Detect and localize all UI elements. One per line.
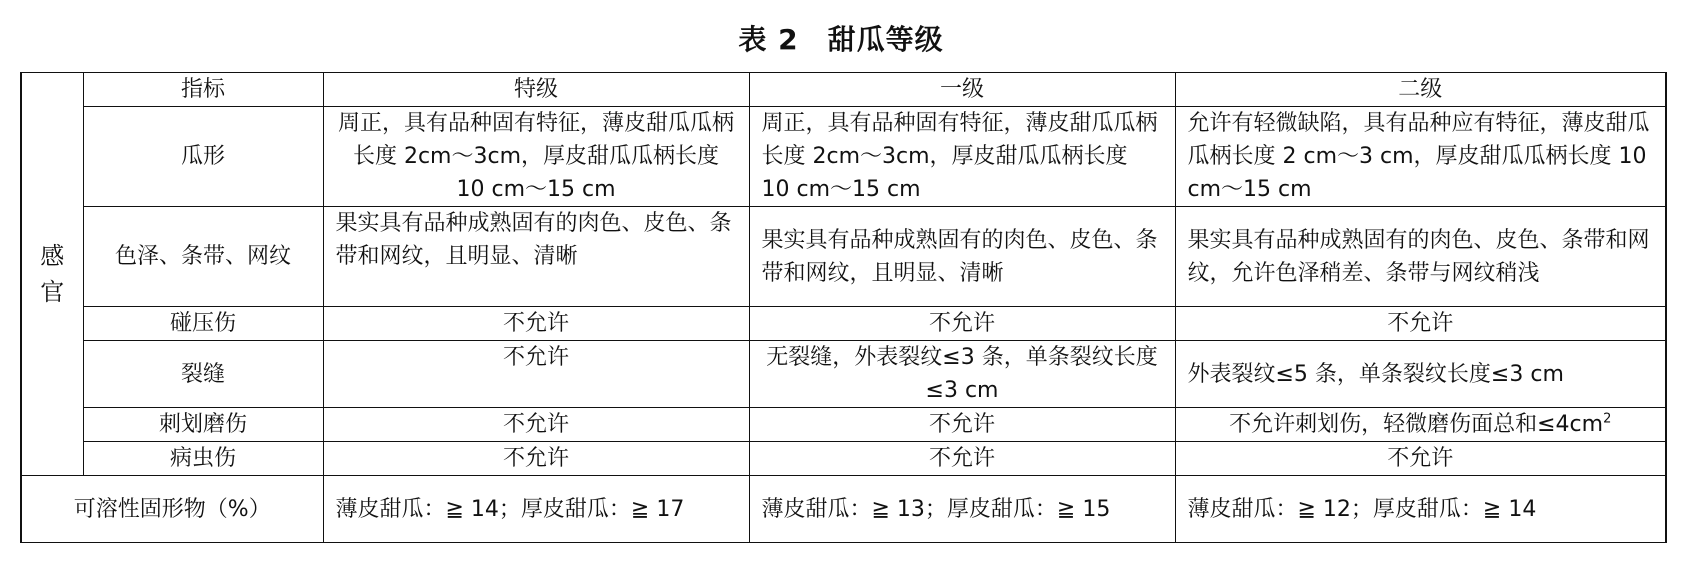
group-label-sensory: 感官 [21,73,83,476]
table-row [21,307,1666,341]
melon-grade-table [20,72,1667,543]
special-cell: 不允许 [323,442,749,476]
special-cell: 薄皮甜瓜：≧ 14；厚皮甜瓜：≧ 17 [323,476,749,543]
indicator-cell: 瓜形 [83,107,323,207]
indicator-cell: 裂缝 [83,341,323,408]
indicator-cell: 病虫伤 [83,442,323,476]
second-cell: 薄皮甜瓜：≧ 12；厚皮甜瓜：≧ 14 [1175,476,1666,543]
special-cell: 不允许 [323,341,749,408]
first-cell: 薄皮甜瓜：≧ 13；厚皮甜瓜：≧ 15 [749,476,1175,543]
second-cell: 允许有轻微缺陷，具有品种应有特征，薄皮甜瓜瓜柄长度 2 cm～3 cm，厚皮甜瓜瓜柄长度 10 cm～15 cm [1175,107,1666,207]
first-cell: 不允许 [749,442,1175,476]
second-cell: 不允许 [1175,442,1666,476]
indicator-cell: 碰压伤 [83,307,323,341]
soluble-solids-label: 可溶性固形物（%） [21,476,323,543]
table-title: 表 2 甜瓜等级 [738,23,944,56]
table-row [21,107,1666,207]
header-indicator: 指标 [83,73,323,107]
table-row [21,341,1666,408]
indicator-cell: 色泽、条带、网纹 [83,207,323,307]
second-cell: 外表裂纹≤5 条，单条裂纹长度≤3 cm [1175,341,1666,408]
second-cell-text: 不允许刺划伤，轻微磨伤面总和≤4cm [1229,412,1604,437]
second-cell: 果实具有品种成熟固有的肉色、皮色、条带和网纹，允许色泽稍差、条带与网纹稍浅 [1175,207,1666,307]
first-cell: 果实具有品种成熟固有的肉色、皮色、条带和网纹，且明显、清晰 [749,207,1175,307]
special-cell: 果实具有品种成熟固有的肉色、皮色、条带和网纹，且明显、清晰 [323,207,749,307]
second-cell: 不允许 [1175,307,1666,341]
indicator-cell: 刺划磨伤 [83,408,323,442]
first-cell: 周正，具有品种固有特征，薄皮甜瓜瓜柄长度 2cm～3cm，厚皮甜瓜瓜柄长度 10 cm～15 cm [749,107,1175,207]
second-cell [1175,408,1666,442]
table-row [21,442,1666,476]
header-special-grade: 特级 [323,73,749,107]
first-cell: 无裂缝，外表裂纹≤3 条，单条裂纹长度≤3 cm [749,341,1175,408]
soluble-solids-row [21,476,1666,543]
header-second-grade: 二级 [1175,73,1666,107]
header-row [21,73,1666,107]
first-cell: 不允许 [749,408,1175,442]
special-cell: 周正，具有品种固有特征，薄皮甜瓜瓜柄长度 2cm～3cm，厚皮甜瓜瓜柄长度 10 cm～15 cm [323,107,749,207]
special-cell: 不允许 [323,408,749,442]
table-row [21,207,1666,307]
first-cell: 不允许 [749,307,1175,341]
superscript: 2 [1603,411,1612,427]
table-row [21,408,1666,442]
special-cell: 不允许 [323,307,749,341]
header-first-grade: 一级 [749,73,1175,107]
